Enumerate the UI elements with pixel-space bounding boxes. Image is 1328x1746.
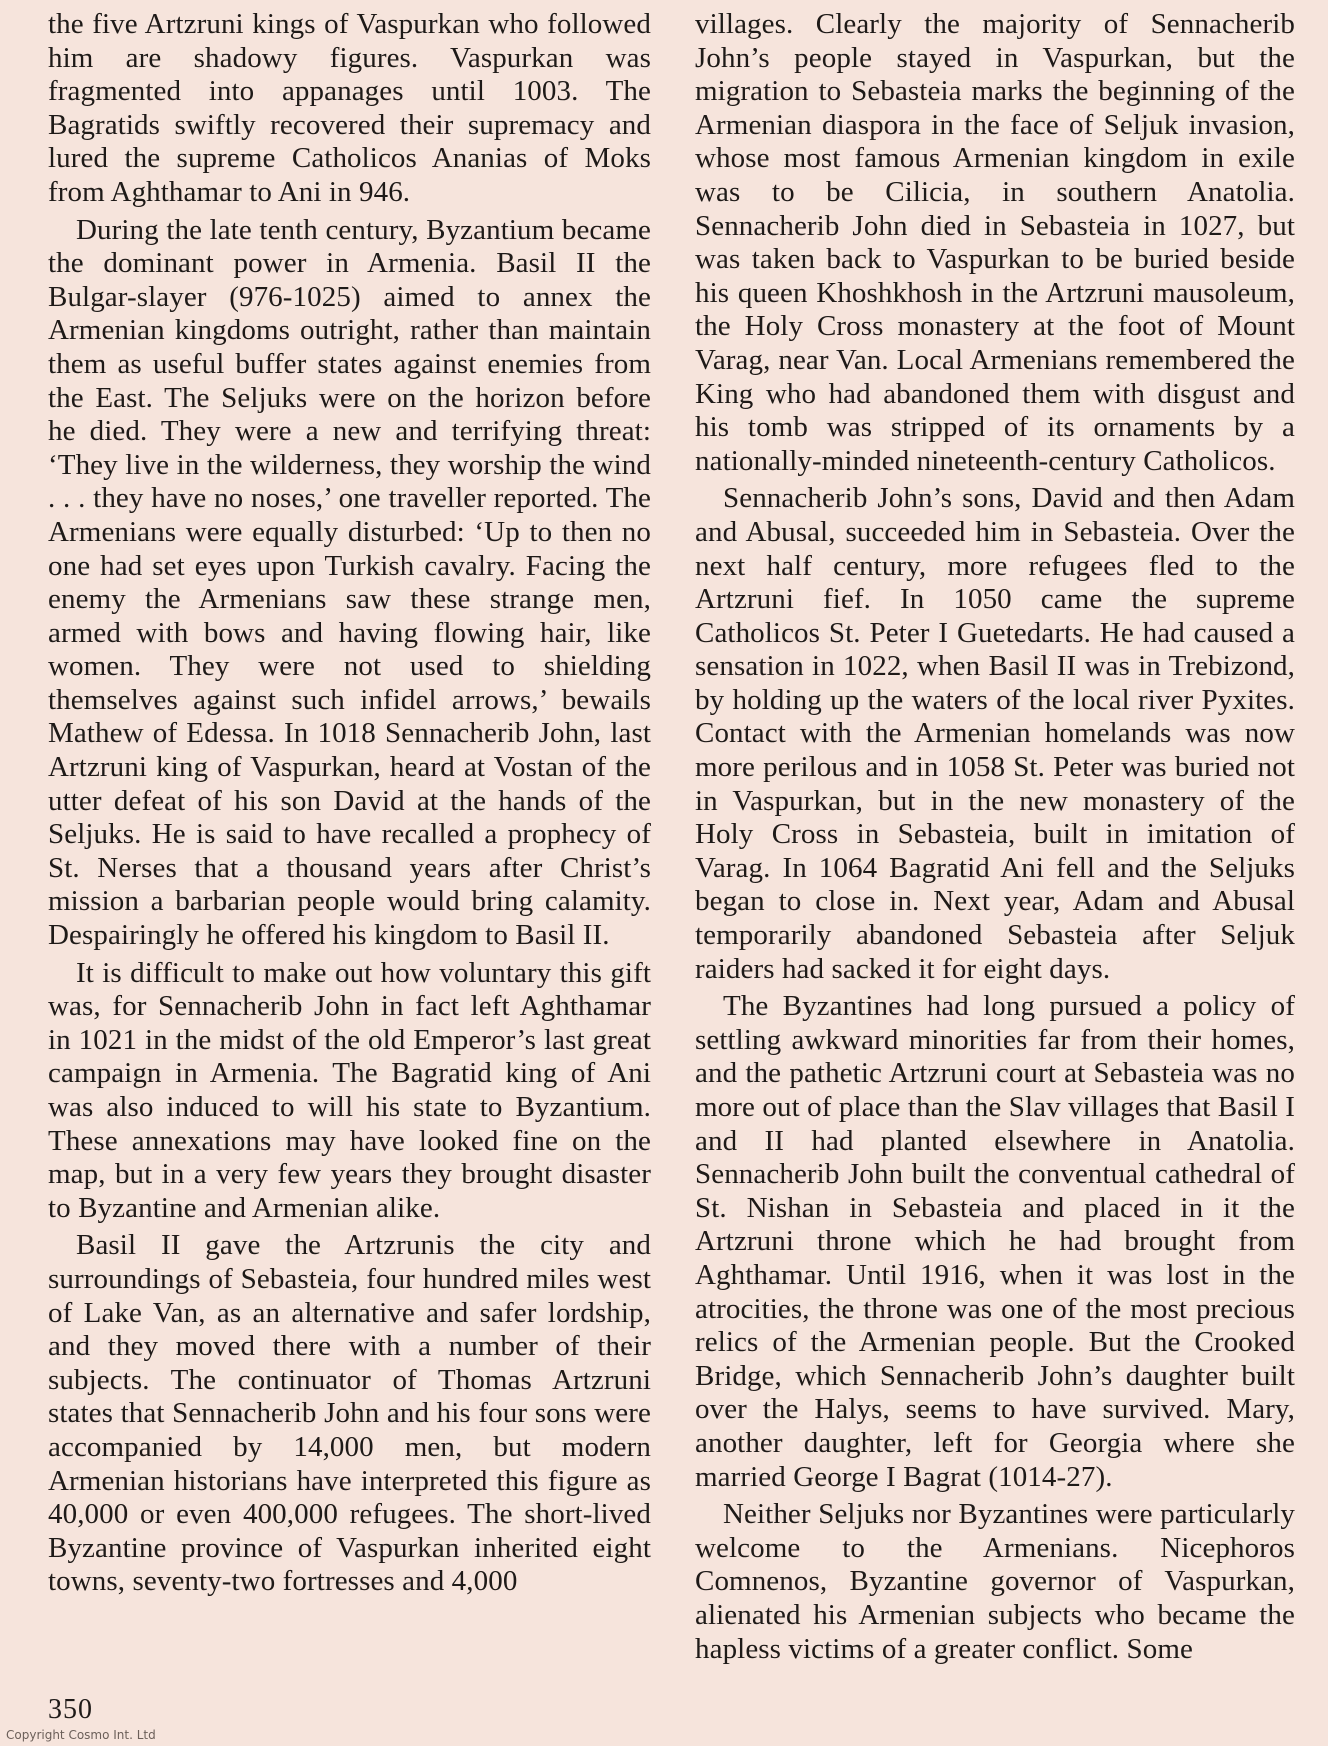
paragraph: Sennacherib John’s sons, David and then Adam and Abusal, succeeded him in Sebasteia. Over the next half century, more refugees fled to the Artzruni fief. In 1050 came the supreme Catholicos St. Peter I Guetedarts. He had caused a sensation in 1022, when Basil II was in Trebizond, by holding up the waters of the local river Pyxites. Contact with the Armenian homelands was now more perilous and in 1058 St. Peter was buried not in Vaspurkan, but in the new monastery of the Holy Cross in Sebasteia, built in imitation of Varag. In 1064 Bagratid Ani fell and the Seljuks began to close in. Next year, Adam and Abusal temporarily abandoned Sebasteia after Seljuk raiders had sacked it for eight days. (695, 482, 1295, 985)
left-text-column (48, 8, 651, 1603)
paragraph: Basil II gave the Artzrunis the city and surroundings of Sebasteia, four hundred miles west of Lake Van, as an alternative and safer lordship, and they moved there with a number of their subjects. The continuator of Thomas Artzruni states that Sennacherib John and his four sons were accompanied by 14,000 men, but modern Armenian historians have interpreted this figure as 40,000 or even 400,000 refugees. The short-lived Byzantine province of Vaspurkan inherited eight towns, seventy-two fortresses and 4,000 (48, 1229, 651, 1598)
copyright-watermark: Copyright Cosmo Int. Ltd (6, 1728, 156, 1742)
paragraph: The Byzantines had long pursued a policy of settling awkward minorities far from their homes, and the pathetic Artzruni court at Sebasteia was no more out of place than the Slav villages that Basil I and II had planted elsewhere in Anatolia. Sennacherib John built the conventual cathedral of St. Nishan in Sebasteia and placed in it the Artzruni throne which he had brought from Aghthamar. Until 1916, when it was lost in the atrocities, the throne was one of the most precious relics of the Armenian people. But the Crooked Bridge, which Sennacherib John’s daughter built over the Halys, seems to have survived. Mary, another daughter, left for Georgia where she married George I Bagrat (1014-27). (695, 990, 1295, 1493)
paragraph: villages. Clearly the majority of Sennacherib John’s people stayed in Vaspurkan, but the migration to Sebasteia marks the beginning of the Armenian diaspora in the face of Seljuk invasion, whose most famous Armenian kingdom in exile was to be Cilicia, in southern Anatolia. Sennacherib John died in Sebasteia in 1027, but was taken back to Vaspurkan to be buried beside his queen Khoshkhosh in the Artzruni mausoleum, the Holy Cross monastery at the foot of Mount Varag, near Van. Local Armenians remembered the King who had abandoned them with disgust and his tomb was stripped of its ornaments by a nationally-minded nineteenth-century Catholicos. (695, 8, 1295, 477)
paragraph: Neither Seljuks nor Byzantines were particularly welcome to the Armenians. Nicephoros Comnenos, Byzantine governor of Vaspurkan, alienated his Armenian subjects who became the hapless victims of a greater conflict. Some (695, 1498, 1295, 1665)
page-number: 350 (48, 1694, 93, 1725)
right-text-column (695, 8, 1295, 1670)
paragraph: During the late tenth century, Byzantium became the dominant power in Armenia. Basil II the Bulgar-slayer (976-1025) aimed to annex the Armenian kingdoms outright, rather than maintain them as useful buffer states against enemies from the East. The Seljuks were on the horizon before he died. They were a new and terrifying threat: ‘They live in the wilderness, they worship the wind . . . they have no noses,’ one traveller reported. The Armenians were equally disturbed: ‘Up to then no one had set eyes upon Turkish cavalry. Facing the enemy the Armenians saw these strange men, armed with bows and having flowing hair, like women. They were not used to shielding themselves against such infidel arrows,’ bewails Mathew of Edessa. In 1018 Sennacherib John, last Artzruni king of Vaspurkan, heard at Vostan of the utter defeat of his son David at the hands of the Seljuks. He is said to have recalled a prophecy of St. Nerses that a thousand years after Christ’s mission a barbarian people would bring calamity. Despairingly he offered his kingdom to Basil II. (48, 213, 651, 952)
paragraph: the five Artzruni kings of Vaspurkan who followed him are shadowy figures. Vaspurkan was fragmented into appanages until 1003. The Bagratids swiftly recovered their supremacy and lured the supreme Catholicos Ananias of Moks from Aghthamar to Ani in 946. (48, 8, 651, 208)
paragraph: It is difficult to make out how voluntary this gift was, for Sennacherib John in fact left Aghthamar in 1021 in the midst of the old Emperor’s last great campaign in Armenia. The Bagratid king of Ani was also induced to will his state to Byzantium. These annexations may have looked fine on the map, but in a very few years they brought disaster to Byzantine and Armenian alike. (48, 956, 651, 1224)
